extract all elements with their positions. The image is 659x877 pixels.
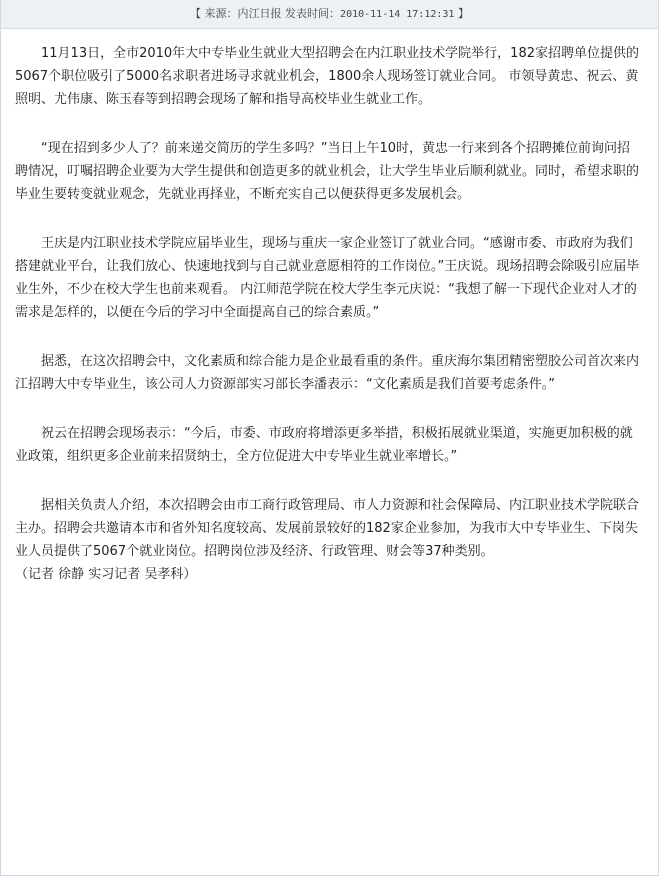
meta-time-label: 发表时间： [285, 7, 341, 20]
article-paragraph: 王庆是内江职业技术学院应届毕业生，现场与重庆一家企业签订了就业合同。“感谢市委、市政府为我们搭建就业平台，让我们放心、快速地找到与自己就业意愿相符的工作岗位。”王庆说。现场招聘会除吸引应届毕业生外，不少在校大学生也前来观看。 内江师范学院在校大学生李元庆说：“我想了解一下现代企业对人才的需求是怎样的，以便在今后的学习中全面提高自己的综合素质。” [15, 236, 640, 320]
meta-source: 内江日报 [237, 7, 282, 20]
article-paragraph: 祝云在招聘会现场表示：“今后，市委、市政府将增添更多举措，积极拓展就业渠道，实施更加积极的就业政策，组织更多企业前来招贤纳士，全方位促进大中专毕业生就业率增长。” [15, 426, 633, 464]
meta-source-label: 来源： [204, 7, 238, 20]
meta-open-bracket: 【 [190, 7, 202, 20]
meta-close-bracket: 】 [457, 7, 469, 20]
article-paragraph: 据悉，在这次招聘会中，文化素质和综合能力是企业最看重的条件。重庆海尔集团精密塑胶公司首次来内江招聘大中专毕业生，该公司人力资源部实习部长李潘表示：“文化素质是我们首要考虑条件。” [15, 354, 640, 392]
article-body [15, 42, 641, 586]
article-byline: （记者 徐静 实习记者 吴孝科） [15, 567, 197, 582]
meta-publish-time: 2010-11-14 17:12:31 [340, 9, 455, 20]
article-meta-bar [1, 0, 658, 29]
article-paragraph: “现在招到多少人了？前来递交简历的学生多吗？”当日上午10时，黄忠一行来到各个招聘摊位前询问招聘情况，叮嘱招聘企业要为大学生提供和创造更多的就业机会，让大学生毕业后顺利就业。同时，希望求职的毕业生要转变就业观念，先就业再择业，不断充实自己以便获得更多发展机会。 [15, 141, 640, 202]
article-paragraph: 11月13日，全市2010年大中专毕业生就业大型招聘会在内江职业技术学院举行，182家招聘单位提供的5067个职位吸引了5000名求职者进场寻求就业机会，1800余人现场签订就业合同。 市领导黄忠、祝云、黄照明、尤伟康、陈玉春等到招聘会现场了解和指导高校毕业生就业工作。 [15, 46, 639, 107]
article-paragraph: 据相关负责人介绍，本次招聘会由市工商行政管理局、市人力资源和社会保障局、内江职业技术学院联合主办。招聘会共邀请本市和省外知名度较高、发展前景较好的182家企业参加，为我市大中专毕业生、下岗失业人员提供了5067个就业岗位。招聘岗位涉及经济、行政管理、财会等37种类别。 [15, 498, 640, 559]
